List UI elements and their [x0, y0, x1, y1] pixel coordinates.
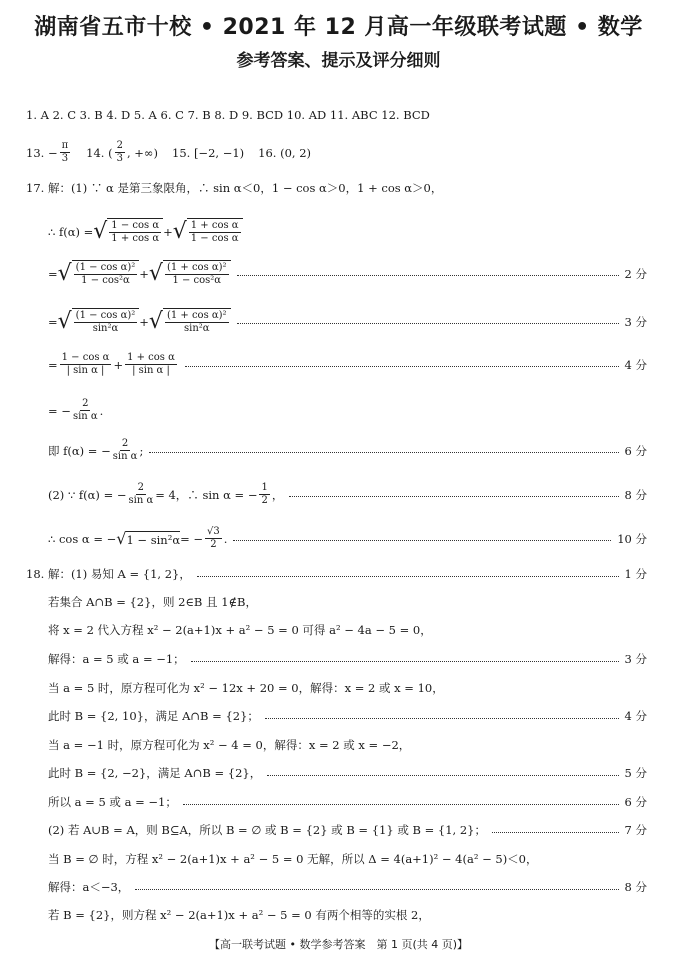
q18-line-1 — [26, 566, 647, 582]
q17-part2-mid: = 4，∴ sin α = − — [155, 487, 258, 502]
score-label: 4 分 — [624, 357, 647, 372]
q18-text-9: 所以 a = 5 或 a = −1； — [48, 795, 177, 809]
q17-step5-prefix: 即 f(α) = − — [48, 443, 111, 458]
q18-line-3 — [48, 622, 647, 638]
q18-text-10: (2) 若 A∪B = A，则 B⊆A，所以 B = ∅ 或 B = {2} 或 B = {1} 或 B = {1, 2}； — [48, 823, 486, 837]
q18-text-1: 18. 解：(1) 易知 A = {1, 2}， — [26, 567, 191, 581]
fraction-4 — [165, 262, 229, 287]
fraction-den: 1 − cos²α — [172, 275, 222, 286]
sqrt-term-5: √ $\frac{\text{(1 − cos α)²}}{\text{sin²α}}$ — [58, 308, 140, 335]
sqrt-radicand: 1 − sin²α — [126, 532, 181, 547]
fraction-num: 2 — [82, 398, 89, 409]
q13-den: 3 — [61, 153, 69, 164]
q18-line-13 — [48, 907, 647, 923]
q15-answer: 15. [−2, −1) — [172, 145, 245, 160]
q18-line-5 — [48, 680, 647, 696]
fraction-den: sin²α — [92, 323, 119, 334]
q18-text-13: 若 B = {2}，则方程 x² − 2(a+1)x + a² − 5 = 0 有两个相等的实根 2， — [48, 908, 430, 922]
q18-text-8: 此时 B = {2, −2}，满足 A∩B = {2}， — [48, 766, 262, 780]
q14-prefix: 14. ( — [86, 145, 113, 160]
score-label: 3 分 — [624, 652, 647, 666]
score-label: 5 分 — [624, 766, 647, 780]
q18-line-7 — [48, 737, 647, 753]
dotted-leader — [185, 366, 619, 367]
q18-text-11: 当 B = ∅ 时，方程 x² − 2(a+1)x + a² − 5 = 0 无解，所以 Δ = 4(a+1)² − 4(a² − 5)＜0， — [48, 852, 538, 866]
q18-text-6: 此时 B = {2, 10}，满足 A∩B = {2}； — [48, 709, 259, 723]
q17-cos-mid: = − — [180, 531, 204, 546]
fraction-den: sin α — [112, 451, 138, 462]
answers-choice-line — [26, 108, 647, 122]
score-label: 4 分 — [624, 709, 647, 723]
fraction-den: | sin α | — [132, 365, 170, 376]
fraction-num: (1 + cos α)² — [166, 262, 227, 273]
q18-line-8 — [48, 765, 647, 781]
q18-line-12 — [48, 879, 647, 895]
fraction-num: (1 − cos α)² — [75, 310, 136, 321]
fraction-num: 1 − cos α — [111, 220, 160, 231]
dotted-leader — [135, 889, 618, 890]
page-footer: 【高一联考试题 • 数学参考答案 第 1 页(共 4 页)】 — [208, 938, 469, 951]
score-label: 8 分 — [624, 880, 647, 894]
dotted-leader — [492, 832, 619, 833]
dotted-leader — [237, 323, 619, 324]
fraction-den: sin α — [128, 495, 154, 506]
fraction-13 — [205, 526, 222, 551]
fraction-num: (1 + cos α)² — [166, 310, 227, 321]
fraction-5 — [74, 310, 138, 335]
fraction-3 — [74, 262, 138, 287]
dotted-leader — [183, 804, 619, 805]
q17-intro-line — [26, 180, 647, 196]
fraction-den: 1 + cos α — [111, 233, 160, 244]
fraction-den: sin²α — [183, 323, 210, 334]
q18-line-4 — [48, 651, 647, 667]
q17-step4-line: = − $\frac{2}{\text{sin α}}$ . — [48, 398, 104, 422]
q13-num: π — [61, 140, 69, 151]
fraction-12 — [259, 482, 269, 507]
fraction-11 — [129, 482, 154, 507]
q14-suffix: , +∞) — [126, 145, 158, 160]
fraction-7 — [60, 352, 112, 377]
q17-f-line: ∴ f(α) = √ $\frac{\text{1 − cos α}}{\text{1 + cos α}}$ + √ $\frac{\text{1 + cos α}}{\text{1 − cos α}}$ — [48, 218, 647, 245]
score-label: 6 分 — [624, 443, 647, 458]
dotted-leader — [237, 275, 619, 276]
fraction-den: 2 — [210, 539, 217, 550]
fraction-den: | sin α | — [66, 365, 105, 376]
fraction-num: 2 — [137, 482, 145, 493]
q17-step1-line: = √ $\frac{\text{(1 − cos α)²}}{\text{1 − cos²α}}$ + √ $\frac{\text{(1 + cos α)²}}{\text{1 − cos²α}}$ 2 分 — [48, 260, 647, 286]
q18-line-2 — [48, 594, 647, 610]
score-label: 2 分 — [624, 266, 647, 281]
fraction-num: (1 − cos α)² — [75, 262, 136, 273]
q14-fraction — [115, 140, 125, 165]
page-subtitle: 参考答案、提示及评分细则 — [236, 51, 441, 71]
score-label: 3 分 — [624, 314, 647, 329]
sqrt-term-4: √ $\frac{\text{(1 + cos α)²}}{\text{1 − cos²α}}$ — [149, 260, 231, 287]
q17-intro: 17. 解：(1) ∵ α 是第三象限角，∴ sin α＜0，1 − cos α＞0，1 + cos α＞0， — [26, 181, 443, 195]
sqrt-term-1: √ $\frac{\text{1 − cos α}}{\text{1 + cos α}}$ — [93, 218, 163, 245]
dotted-leader — [149, 452, 618, 453]
q17-part2-line: (2) ∵ f(α) = − $\frac{2}{\text{sin α}}$ = 4，∴ sin α = − $\frac{1}{2}$ ， 8 分 — [48, 482, 647, 506]
q13-prefix: 13. − — [26, 145, 58, 160]
q17-step3-line: = $\frac{\text{1 − cos α}}{\text{| sin α |}}$ + $\frac{\text{1 + cos α}}{\text{| sin α |}}$ 4 分 — [48, 352, 647, 376]
q18-line-11 — [48, 851, 647, 867]
q18-text-5: 当 a = 5 时，原方程可化为 x² − 12x + 20 = 0，解得：x = 2 或 x = 10， — [48, 681, 444, 695]
fraction-den: 2 — [261, 495, 268, 506]
score-label: 6 分 — [624, 795, 647, 809]
dotted-leader — [289, 496, 618, 497]
fraction-den: 1 − cos α — [190, 233, 239, 244]
fraction-num: 1 — [261, 482, 268, 493]
score-label: 8 分 — [624, 487, 647, 502]
fraction-num: 1 + cos α — [127, 352, 175, 363]
q14-num: 2 — [116, 140, 123, 151]
q18-text-3: 将 x = 2 代入方程 x² − 2(a+1)x + a² − 5 = 0 可得 a² − 4a − 5 = 0， — [48, 623, 432, 637]
q17-step5-line: 即 f(α) = − $\frac{2}{\text{sin α}}$ ; 6 分 — [48, 438, 647, 462]
fraction-1 — [109, 220, 161, 245]
sqrt-term-6: √ $\frac{\text{(1 + cos α)²}}{\text{sin²α}}$ — [149, 308, 231, 335]
sqrt-term-2: √ $\frac{\text{1 + cos α}}{\text{1 − cos α}}$ — [173, 218, 243, 245]
q18-text-7: 当 a = −1 时，原方程可化为 x² − 4 = 0，解得：x = 2 或 x = −2， — [48, 738, 411, 752]
fraction-9 — [73, 398, 98, 423]
score-label: 10 分 — [617, 531, 647, 546]
q17-f-lhs: ∴ f(α) = — [48, 224, 94, 239]
page-title: 湖南省五市十校 • 2021 年 12 月高一年级联考试题 • 数学 — [34, 15, 643, 40]
score-label: 7 分 — [624, 823, 647, 837]
q18-line-6 — [48, 708, 647, 724]
answers-choice-text: 1. A 2. C 3. B 4. D 5. A 6. C 7. B 8. D 9. BCD 10. AD 11. ABC 12. BCD — [26, 108, 430, 122]
q17-cos-prefix: ∴ cos α = − — [48, 531, 117, 546]
fraction-2 — [189, 220, 241, 245]
q14-den: 3 — [116, 153, 123, 164]
fraction-8 — [125, 352, 177, 377]
fraction-den: 1 − cos²α — [81, 275, 130, 286]
q18-line-9 — [48, 794, 647, 810]
fraction-den: sin α — [72, 411, 98, 422]
q13-fraction — [60, 140, 71, 165]
dotted-leader — [267, 775, 618, 776]
q18-text-12: 解得：a＜−3， — [48, 880, 130, 894]
q18-text-2: 若集合 A∩B = {2}，则 2∈B 且 1∉B， — [48, 595, 257, 609]
dotted-leader — [197, 576, 619, 577]
dotted-leader — [233, 540, 611, 541]
answers-fill-line — [26, 140, 647, 165]
sqrt-term-3: √ $\frac{\text{(1 − cos α)²}}{\text{1 − cos²α}}$ — [58, 260, 140, 287]
q17-step2-line: = √ $\frac{\text{(1 − cos α)²}}{\text{sin²α}}$ + √ $\frac{\text{(1 + cos α)²}}{\text{sin²α}}$ 3 分 — [48, 308, 647, 334]
fraction-num: 1 − cos α — [61, 352, 110, 363]
fraction-num: √3 — [207, 526, 220, 537]
q18-line-10 — [48, 822, 647, 838]
q17-part2-prefix: (2) ∵ f(α) = − — [48, 487, 127, 502]
score-label: 1 分 — [624, 567, 647, 581]
sqrt-term-7: √ 1 − sin²α — [116, 528, 181, 548]
dotted-leader — [265, 718, 619, 719]
fraction-num: 2 — [121, 438, 129, 449]
fraction-10 — [113, 438, 138, 463]
fraction-6 — [165, 310, 229, 335]
fraction-num: 1 + cos α — [190, 220, 239, 231]
q18-text-4: 解得：a = 5 或 a = −1； — [48, 652, 185, 666]
dotted-leader — [191, 661, 619, 662]
q17-cos-line: ∴ cos α = − √ 1 − sin²α = − $\frac{√3}{2}$ . 10 分 — [48, 526, 647, 550]
q16-answer: 16. (0, 2) — [258, 145, 312, 160]
